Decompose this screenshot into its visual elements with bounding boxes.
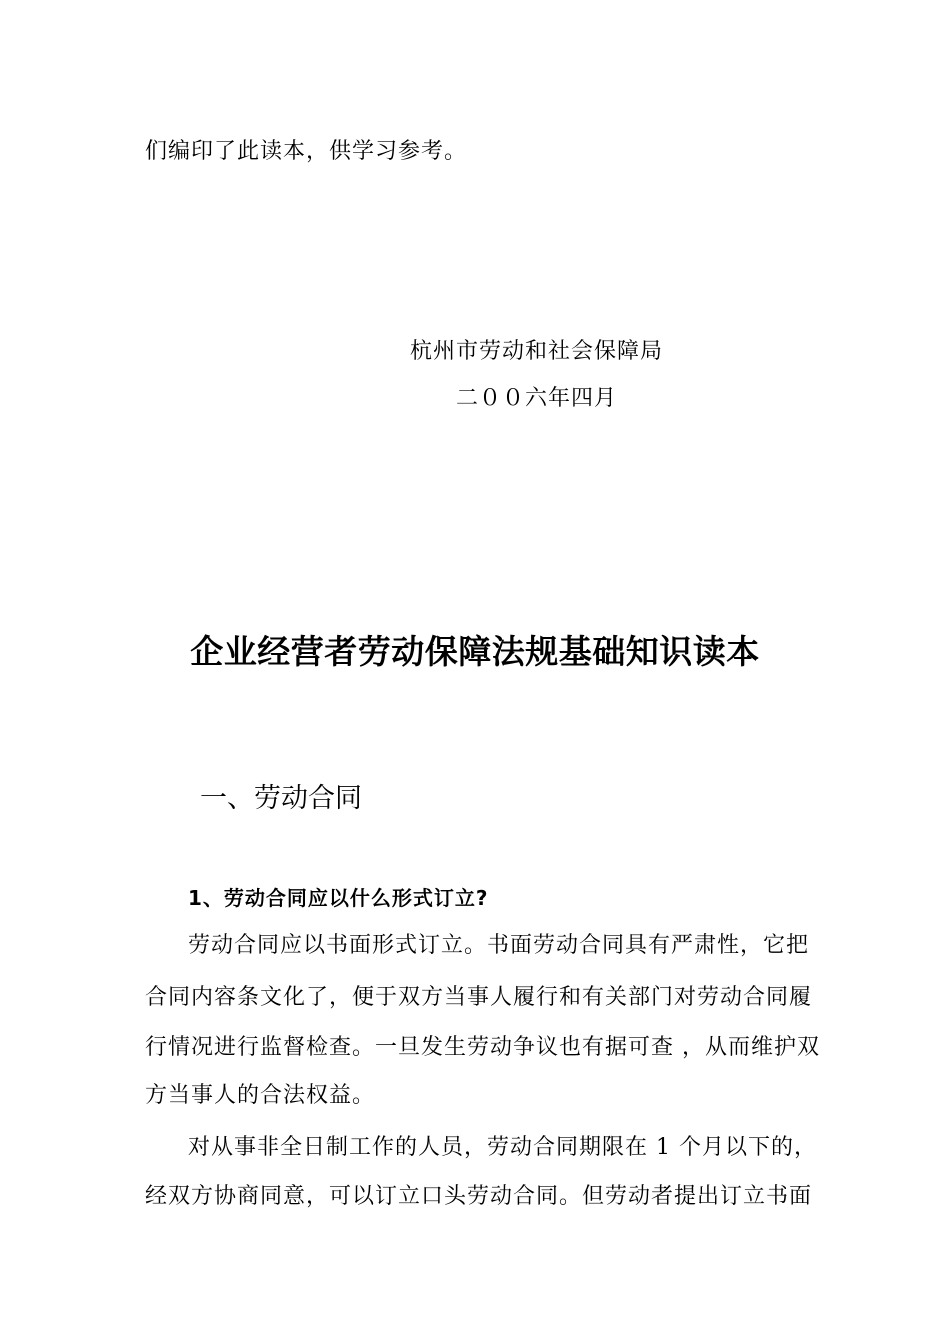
paragraph-line: 对从事非全日制工作的人员，劳动合同期限在 1 个月以下的， — [188, 1135, 817, 1160]
paragraph-line: 劳动合同应以书面形式订立。书面劳动合同具有严肃性，它把 — [188, 933, 810, 958]
question-heading: 1、劳动合同应以什么形式订立? — [188, 886, 489, 910]
document-title: 企业经营者劳动保障法规基础知识读本 — [190, 632, 760, 671]
intro-tail-text: 们编印了此读本，供学习参考。 — [145, 139, 468, 164]
paragraph-line: 经双方协商同意，可以订立口头劳动合同。但劳动者提出订立书面 — [145, 1184, 813, 1209]
paragraph-line: 合同内容条文化了，便于双方当事人履行和有关部门对劳动合同履 — [145, 985, 813, 1010]
paragraph-line: 方当事人的合法权益。 — [145, 1083, 376, 1108]
section-heading: 一、劳动合同 — [200, 783, 362, 814]
signature-date: 二００六年四月 — [456, 386, 618, 411]
signature-organization: 杭州市劳动和社会保障局 — [410, 339, 664, 364]
paragraph-line: 行情况进行监督检查。一旦发生劳动争议也有据可查 ，从而维护双 — [145, 1035, 820, 1060]
